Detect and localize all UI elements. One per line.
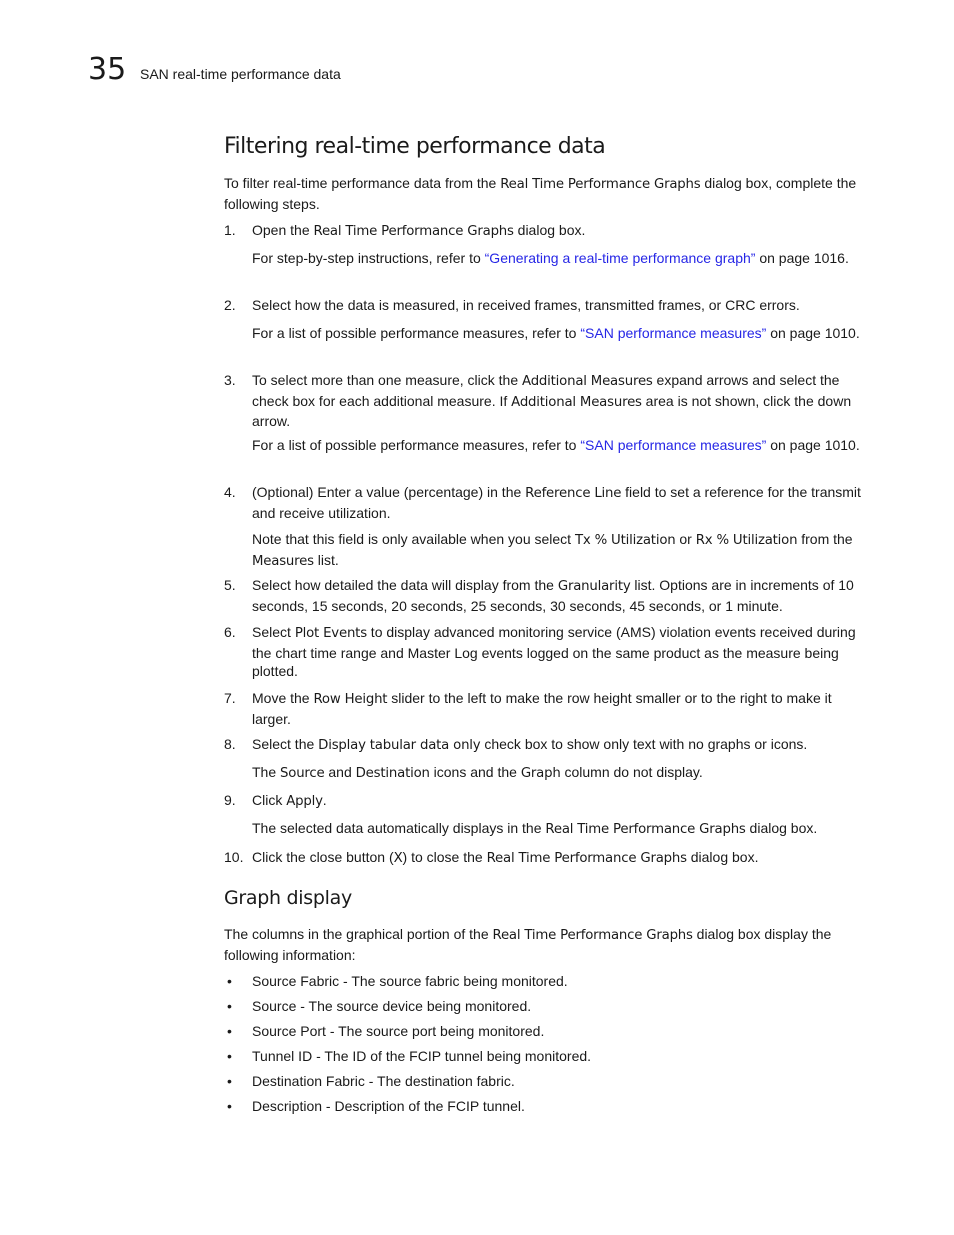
subsection-title: Graph display: [224, 887, 352, 909]
chapter-title: SAN real-time performance data: [140, 66, 341, 82]
subsection-intro: The columns in the graphical portion of the Real Time Performance Graphs dialog box display the following information:: [224, 926, 832, 963]
step-text: Click the close button (X) to close the Real Time Performance Graphs dialog box.: [252, 849, 759, 866]
step-2-note: For a list of possible performance measures, refer to “SAN performance measures” on page 1010.: [252, 325, 860, 341]
xref-link[interactable]: “SAN performance measures”: [580, 325, 767, 341]
step-number: 6.: [224, 624, 236, 640]
step-9-note: The selected data automatically displays in the Real Time Performance Graphs dialog box.: [252, 820, 818, 837]
step-text: Select how the data is measured, in received frames, transmitted frames, or CRC errors.: [252, 297, 800, 313]
step-text: Open the Real Time Performance Graphs dialog box.: [252, 222, 586, 239]
step-number: 8.: [224, 736, 236, 752]
step-text: Move the Row Height slider to the left to make the row height smaller or to the right to make it larger.: [252, 690, 832, 727]
step-text: (Optional) Enter a value (percentage) in the Reference Line field to set a reference for the transmit and receive utilization.: [252, 484, 861, 521]
step-text: Click Apply.: [252, 792, 327, 809]
step-8-note: The Source and Destination icons and the Graph column do not display.: [252, 764, 703, 781]
xref-link[interactable]: “SAN performance measures”: [580, 437, 767, 453]
step-number: 1.: [224, 222, 236, 238]
step-number: 10.: [224, 849, 244, 865]
step-number: 2.: [224, 297, 236, 313]
step-number: 5.: [224, 577, 236, 593]
step-number: 7.: [224, 690, 236, 706]
xref-link[interactable]: “Generating a real-time performance graph”: [484, 250, 756, 266]
step-number: 9.: [224, 792, 236, 808]
section-title: Filtering real-time performance data: [224, 134, 606, 159]
step-text: Select the Display tabular data only check box to show only text with no graphs or icons.: [252, 736, 808, 753]
step-text: To select more than one measure, click the Additional Measures expand arrows and select the check box for each additional measure. If Additional Measures area is not shown, click the down arrow.: [252, 372, 852, 429]
chapter-number: 35: [88, 52, 127, 87]
step-1-note: For step-by-step instructions, refer to “Generating a real-time performance graph” on page 1016.: [252, 250, 849, 266]
step-4-note: Note that this field is only available when you select Tx % Utilization or Rx % Utilization from the Measures list.: [252, 531, 853, 569]
section-intro: To filter real-time performance data from the Real Time Performance Graphs dialog box, complete the following steps.: [224, 175, 857, 212]
step-3-note: For a list of possible performance measures, refer to “SAN performance measures” on page 1010.: [252, 437, 860, 453]
step-text: Select Plot Events to display advanced monitoring service (AMS) violation events received during the chart time range and Master Log events logged on the same product as the measure being plotted.: [252, 624, 856, 679]
step-text: Select how detailed the data will display from the Granularity list. Options are in increments of 10 seconds, 15 seconds, 20 seconds, 25 seconds, 30 seconds, 45 seconds, or 1 minute.: [252, 577, 854, 614]
step-number: 4.: [224, 484, 236, 500]
step-number: 3.: [224, 372, 236, 388]
